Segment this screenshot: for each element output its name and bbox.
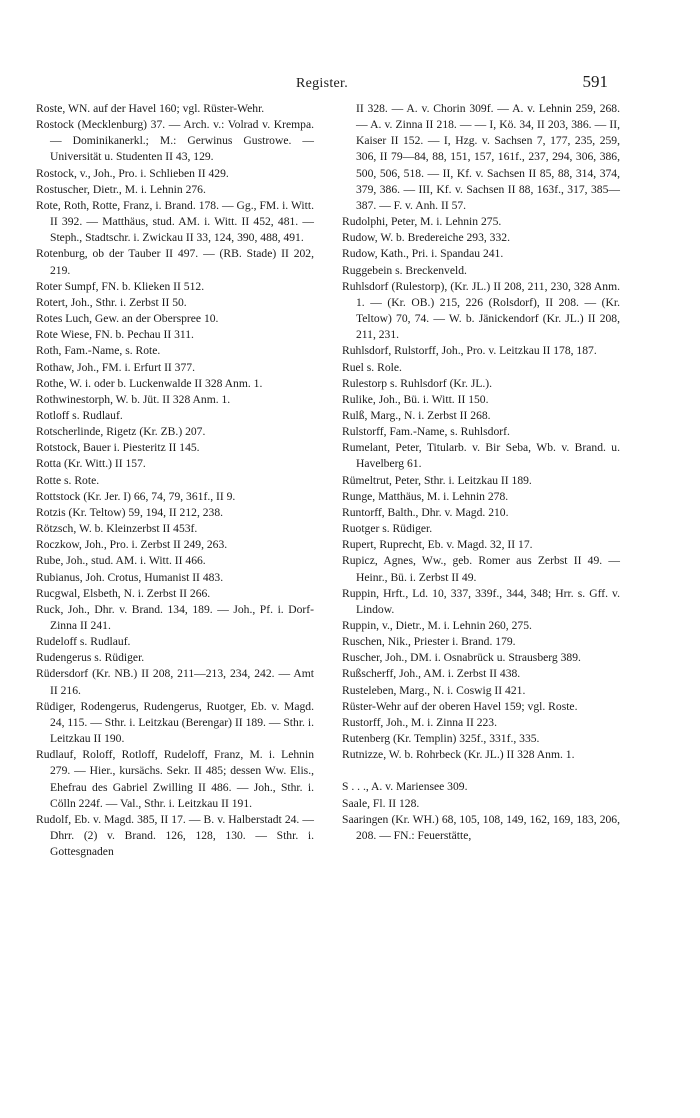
index-entry: II 328. — A. v. Chorin 309f. — A. v. Lehnin 259, 268. — A. v. Zinna II 218. — — I, Kö. 34, II 203, 386. — II, Kaiser II 152. — I, Hzg. v. Sachsen 7, 177, 235, 259, 306, II 79—84, 88, 151, 157, 161f., 237, 294, 306, 386, 500, 506, 518. — II, Kf. v. Sachsen II 85, 88, 314, 374, 379, 386. — III, Kf. v. Sachsen II 88, 163f., 317, 385—387. — F. v. Anh. II 57. bbox=[356, 102, 620, 212]
left-column bbox=[36, 101, 314, 860]
index-entry: Saaringen (Kr. WH.) 68, 105, 108, 149, 162, 169, 183, 206, 208. — FN.: Feuerstätte, bbox=[342, 812, 620, 842]
index-entry: Rustorff, Joh., M. i. Zinna II 223. bbox=[342, 715, 498, 729]
index-entry: Rulestorp s. Ruhlsdorf (Kr. JL.). bbox=[342, 376, 493, 390]
index-entry: Rostock, v., Joh., Pro. i. Schlieben II 429. bbox=[36, 166, 229, 180]
index-entry: Rote Wiese, FN. b. Pechau II 311. bbox=[36, 328, 194, 342]
index-entry: Ruppin, Hrft., Ld. 10, 337, 339f., 344, 348; Hrr. s. Gff. v. Lindow. bbox=[342, 586, 620, 616]
index-entry: Rudeloff s. Rudlauf. bbox=[36, 635, 131, 649]
index-entry: Rümeltrut, Peter, Sthr. i. Leitzkau II 189. bbox=[342, 473, 532, 487]
index-entry: Rulike, Joh., Bü. i. Witt. II 150. bbox=[342, 392, 489, 406]
index-entry: Rupert, Ruprecht, Eb. v. Magd. 32, II 17. bbox=[342, 538, 533, 552]
index-entry: Rudow, Kath., Pri. i. Spandau 241. bbox=[342, 247, 504, 261]
index-entry: Rüdiger, Rodengerus, Rudengerus, Ruotger, Eb. v. Magd. 24, 115. — Sthr. i. Leitzkau (Berengar) II 189. — Sthr. i. Leitzkau II 190. bbox=[36, 699, 314, 746]
index-entry: Rucgwal, Elsbeth, N. i. Zerbst II 266. bbox=[36, 586, 211, 600]
index-entry: Rubianus, Joh. Crotus, Humanist II 483. bbox=[36, 570, 224, 584]
page-header bbox=[36, 72, 608, 98]
index-entry: Rottstock (Kr. Jer. I) 66, 74, 79, 361f., II 9. bbox=[36, 489, 236, 503]
index-entry: Rudow, W. b. Bredereiche 293, 332. bbox=[342, 231, 510, 245]
right-column bbox=[342, 101, 620, 844]
index-entry: Ruggebein s. Breckenveld. bbox=[342, 263, 467, 277]
index-entry: Ruschen, Nik., Priester i. Brand. 179. bbox=[342, 635, 516, 649]
index-entry: Rüdersdorf (Kr. NB.) II 208, 211—213, 234, 242. — Amt II 216. bbox=[36, 667, 314, 697]
index-entry: Roste, WN. auf der Havel 160; vgl. Rüster-Wehr. bbox=[36, 102, 265, 115]
index-entry: Rusteleben, Marg., N. i. Coswig II 421. bbox=[342, 683, 526, 697]
index-entry: Ruck, Joh., Dhr. v. Brand. 134, 189. — Joh., Pf. i. Dorf-Zinna II 241. bbox=[36, 602, 314, 632]
index-entry: Rötzsch, W. b. Kleinzerbst II 453f. bbox=[36, 522, 198, 536]
index-entry: Rotstock, Bauer i. Piesteritz II 145. bbox=[36, 441, 200, 455]
index-entry: Rotte s. Rote. bbox=[36, 473, 100, 487]
index-entry: Rothe, W. i. oder b. Luckenwalde II 328 Anm. 1. bbox=[36, 376, 263, 390]
index-entry: Rulß, Marg., N. i. Zerbst II 268. bbox=[342, 408, 491, 422]
index-entry: Rotenburg, ob der Tauber II 497. — (RB. Stade) II 202, 219. bbox=[36, 247, 314, 277]
page-number: 591 bbox=[582, 72, 608, 91]
index-entry: Rothaw, Joh., FM. i. Erfurt II 377. bbox=[36, 360, 195, 374]
index-entry: Roth, Fam.-Name, s. Rote. bbox=[36, 344, 161, 358]
index-entry: Ruhlsdorf (Rulestorp), (Kr. JL.) II 208, 211, 230, 328 Anm. 1. — (Kr. OB.) 215, 226 (Rolsdorf), II 208. — (Kr. Teltow) 70, 74. — W. b. Jänickendorf (Kr. JL.) II 208, 211, 231. bbox=[342, 279, 620, 342]
index-entry: Rutenberg (Kr. Templin) 325f., 331f., 335. bbox=[342, 732, 540, 746]
index-entry: Rotzis (Kr. Teltow) 59, 194, II 212, 238. bbox=[36, 505, 224, 519]
index-entry: Rüster-Wehr auf der oberen Havel 159; vgl. Roste. bbox=[342, 699, 578, 713]
index-entry: Runge, Matthäus, M. i. Lehnin 278. bbox=[342, 489, 509, 503]
index-entry: Rudolf, Eb. v. Magd. 385, II 17. — B. v. Halberstadt 24. — Dhrr. (2) v. Brand. 126, 128, 130. — Sthr. i. Gottesgnaden bbox=[36, 812, 314, 859]
index-entry: Ruscher, Joh., DM. i. Osnabrück u. Strausberg 389. bbox=[342, 651, 581, 665]
index-columns bbox=[36, 101, 620, 1101]
index-entry: Roter Sumpf, FN. b. Klieken II 512. bbox=[36, 279, 205, 293]
index-entry: Rußscherff, Joh., AM. i. Zerbst II 438. bbox=[342, 667, 521, 681]
running-title: Register. bbox=[295, 76, 349, 91]
index-entry: Ruppin, v., Dietr., M. i. Lehnin 260, 275. bbox=[342, 619, 532, 632]
index-entry: Rote, Roth, Rotte, Franz, i. Brand. 178. — Gg., FM. i. Witt. II 392. — Matthäus, stud. AM. i. Witt. II 452, 481. — Steph., Stadtschr. i. Zwickau II 33, 124, 390, 488, 491. bbox=[36, 198, 314, 245]
index-entry: Rutnizze, W. b. Rohrbeck (Kr. JL.) II 328 Anm. 1. bbox=[342, 748, 575, 762]
index-entry: Rudlauf, Roloff, Rotloff, Rudeloff, Franz, M. i. Lehnin 279. — Hier., kursächs. Sekr. II 485; dessen Ww. Elis., Ehefrau des Gabriel Zwilling II 486. — Joh., Sthr. i. Cölln 224f. — Val., Sthr. i. Leitzkau II 191. bbox=[36, 748, 314, 810]
index-entry: Runtorff, Balth., Dhr. v. Magd. 210. bbox=[342, 505, 509, 519]
index-entry: Rupicz, Agnes, Ww., geb. Romer aus Zerbst II 49. — Heinr., Bü. i. Zerbst II 49. bbox=[342, 554, 620, 584]
index-entry: Rotert, Joh., Sthr. i. Zerbst II 50. bbox=[36, 295, 187, 309]
index-entry: Rudengerus s. Rüdiger. bbox=[36, 651, 145, 665]
section-gap bbox=[342, 763, 620, 779]
index-entry: Rotscherlinde, Rigetz (Kr. ZB.) 207. bbox=[36, 425, 206, 439]
index-entry: Rotes Luch, Gew. an der Oberspree 10. bbox=[36, 312, 219, 326]
index-entry: Rumelant, Peter, Titularb. v. Bir Seba, Wb. v. Brand. u. Havelberg 61. bbox=[342, 441, 620, 471]
index-entry: S . . ., A. v. Mariensee 309. bbox=[342, 780, 468, 794]
index-entry: Rube, Joh., stud. AM. i. Witt. II 466. bbox=[36, 554, 206, 568]
index-entry: Rothwinestorph, W. b. Jüt. II 328 Anm. 1. bbox=[36, 392, 231, 406]
index-entry: Ruel s. Role. bbox=[342, 360, 402, 374]
index-entry: Rudolphi, Peter, M. i. Lehnin 275. bbox=[342, 215, 502, 229]
index-entry: Saale, Fl. II 128. bbox=[342, 796, 420, 810]
index-entry: Rulstorff, Fam.-Name, s. Ruhlsdorf. bbox=[342, 425, 510, 439]
index-entry: Rotloff s. Rudlauf. bbox=[36, 408, 123, 422]
index-entry: Roczkow, Joh., Pro. i. Zerbst II 249, 263. bbox=[36, 538, 228, 552]
index-entry: Rostock (Mecklenburg) 37. — Arch. v.: Volrad v. Krempa. — Dominikanerkl.; M.: Gerwinus Gustrowe. — Universität u. Studenten II 43, 129. bbox=[36, 118, 314, 164]
index-entry: Rotta (Kr. Witt.) II 157. bbox=[36, 457, 146, 471]
index-entry: Ruhlsdorf, Rulstorff, Joh., Pro. v. Leitzkau II 178, 187. bbox=[342, 344, 597, 358]
index-entry: Ruotger s. Rüdiger. bbox=[342, 522, 433, 536]
index-entry: Rostuscher, Dietr., M. i. Lehnin 276. bbox=[36, 182, 206, 196]
